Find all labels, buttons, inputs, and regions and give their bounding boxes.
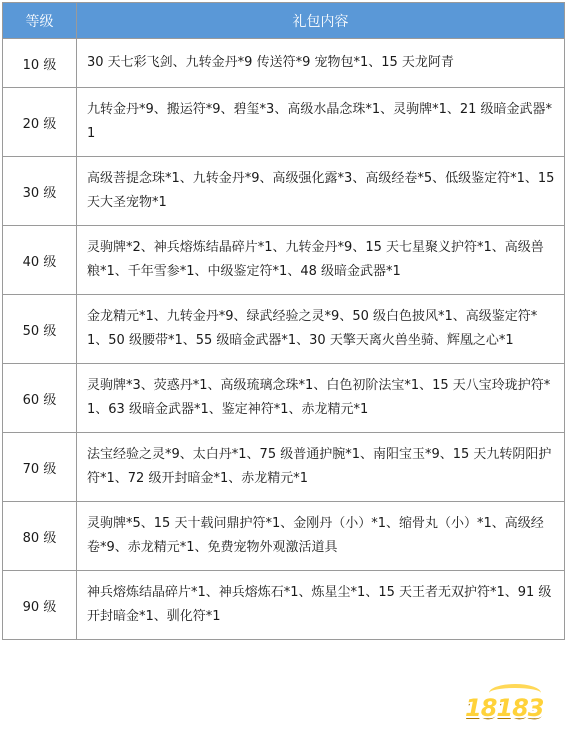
level-cell: 50 级 xyxy=(3,295,77,364)
site-logo-watermark xyxy=(465,682,557,734)
table-row xyxy=(3,433,565,502)
table-row xyxy=(3,571,565,640)
table-row xyxy=(3,88,565,157)
watermark-text: 18183 xyxy=(465,694,544,722)
level-cell: 30 级 xyxy=(3,157,77,226)
table-row xyxy=(3,39,565,88)
level-cell: 60 级 xyxy=(3,364,77,433)
level-cell: 10 级 xyxy=(3,39,77,88)
table-row xyxy=(3,364,565,433)
gift-content-cell: 九转金丹*9、搬运符*9、碧玺*3、高级水晶念珠*1、灵驹牌*1、21 级暗金武器*1 xyxy=(77,88,565,157)
gift-content-cell: 神兵熔炼结晶碎片*1、神兵熔炼石*1、炼星尘*1、15 天王者无双护符*1、91 级开封暗金*1、驯化符*1 xyxy=(77,571,565,640)
table-row xyxy=(3,226,565,295)
level-column-header: 等级 xyxy=(3,3,77,39)
gift-content-cell: 高级菩提念珠*1、九转金丹*9、高级强化露*3、高级经卷*5、低级鉴定符*1、15 天大圣宠物*1 xyxy=(77,157,565,226)
gift-content-cell: 法宝经验之灵*9、太白丹*1、75 级普通护腕*1、南阳宝玉*9、15 天九转阴阳护符*1、72 级开封暗金*1、赤龙精元*1 xyxy=(77,433,565,502)
table-row xyxy=(3,502,565,571)
logo-swoosh-icon xyxy=(489,684,541,702)
table-row xyxy=(3,295,565,364)
gift-content-cell: 灵驹牌*3、荧惑丹*1、高级琉璃念珠*1、白色初阶法宝*1、15 天八宝玲珑护符*1、63 级暗金武器*1、鉴定神符*1、赤龙精元*1 xyxy=(77,364,565,433)
table-header-row xyxy=(3,3,565,39)
level-cell: 70 级 xyxy=(3,433,77,502)
gift-content-cell: 金龙精元*1、九转金丹*9、绿武经验之灵*9、50 级白色披风*1、高级鉴定符*1、50 级腰带*1、55 级暗金武器*1、30 天擎天离火兽坐骑、辉凰之心*1 xyxy=(77,295,565,364)
level-cell: 90 级 xyxy=(3,571,77,640)
level-cell: 80 级 xyxy=(3,502,77,571)
level-cell: 20 级 xyxy=(3,88,77,157)
gift-pack-table xyxy=(2,2,565,640)
content-column-header: 礼包内容 xyxy=(77,3,565,39)
gift-content-cell: 30 天七彩飞剑、九转金丹*9 传送符*9 宠物包*1、15 天龙阿青 xyxy=(77,39,565,88)
table-row xyxy=(3,157,565,226)
level-cell: 40 级 xyxy=(3,226,77,295)
gift-content-cell: 灵驹牌*5、15 天十载问鼎护符*1、金刚丹（小）*1、缩骨丸（小）*1、高级经卷*9、赤龙精元*1、免费宠物外观激活道具 xyxy=(77,502,565,571)
gift-content-cell: 灵驹牌*2、神兵熔炼结晶碎片*1、九转金丹*9、15 天七星聚义护符*1、高级兽粮*1、千年雪参*1、中级鉴定符*1、48 级暗金武器*1 xyxy=(77,226,565,295)
